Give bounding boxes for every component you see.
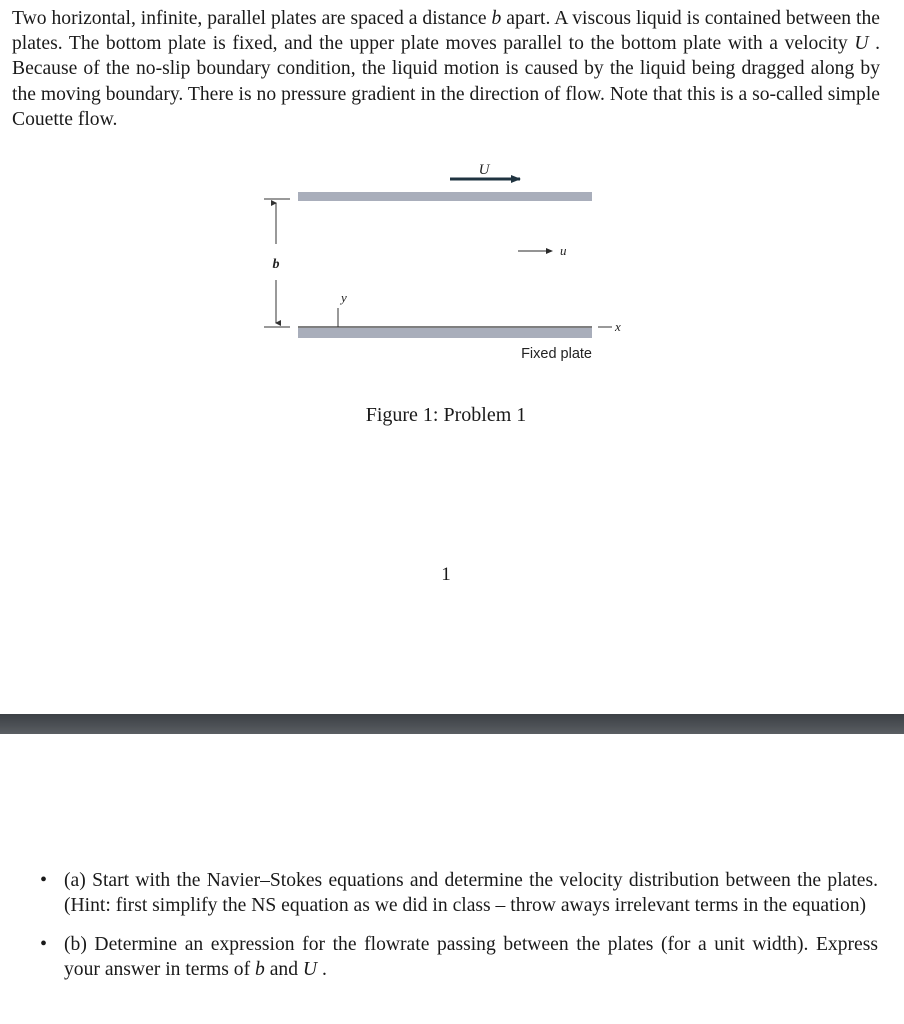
question-b-variable-b: b xyxy=(255,959,265,980)
question-b-text-part-1: (b) Determine an expression for the flowrate passing between the plates (for a unit width). Express your answer in terms of xyxy=(64,934,878,980)
figure-caption: Figure 1: Problem 1 xyxy=(365,404,527,426)
problem-text-part-2: apart. A viscous liquid is contained between the plates. The bottom plate is fixed, and the upper plate moves parallel to the bottom plate with a velocity xyxy=(12,8,880,55)
fixed-plate-label: Fixed plate xyxy=(521,346,592,362)
question-a-text: (a) Start with the Navier–Stokes equations and determine the velocity distribution between the plates. (Hint: first simplify the NS equation as we did in class – throw aways irrelevant terms in the equation) xyxy=(64,870,878,916)
question-b xyxy=(0,932,878,982)
problem-variable-U: U xyxy=(854,33,869,55)
page-number: 1 xyxy=(441,564,451,585)
label-u: u xyxy=(560,243,567,258)
problem-text-part-3: . Because of the no-slip boundary condition, the liquid motion is caused by the liquid being dragged along by the moving boundary. There is no pressure gradient in the direction of flow. Note that this is a so-called simple Couette flow. xyxy=(12,33,881,130)
label-U: U xyxy=(478,162,490,178)
question-b-variable-U: U xyxy=(302,959,318,980)
bullet: • xyxy=(40,933,48,955)
page-separator xyxy=(0,714,904,734)
question-b-text-part-3: . xyxy=(317,959,327,980)
problem-variable-b: b xyxy=(491,8,502,29)
label-b: b xyxy=(272,257,280,272)
bullet: • xyxy=(40,869,48,891)
question-b-text-part-2: and xyxy=(264,959,303,980)
moving-plate xyxy=(298,192,592,201)
question-list xyxy=(0,868,904,996)
fixed-plate xyxy=(298,328,592,338)
question-a xyxy=(0,868,878,918)
label-y: y xyxy=(341,290,347,305)
label-x: x xyxy=(615,319,621,334)
problem-text-part-1: Two horizontal, infinite, parallel plates are spaced a distance xyxy=(12,8,492,29)
